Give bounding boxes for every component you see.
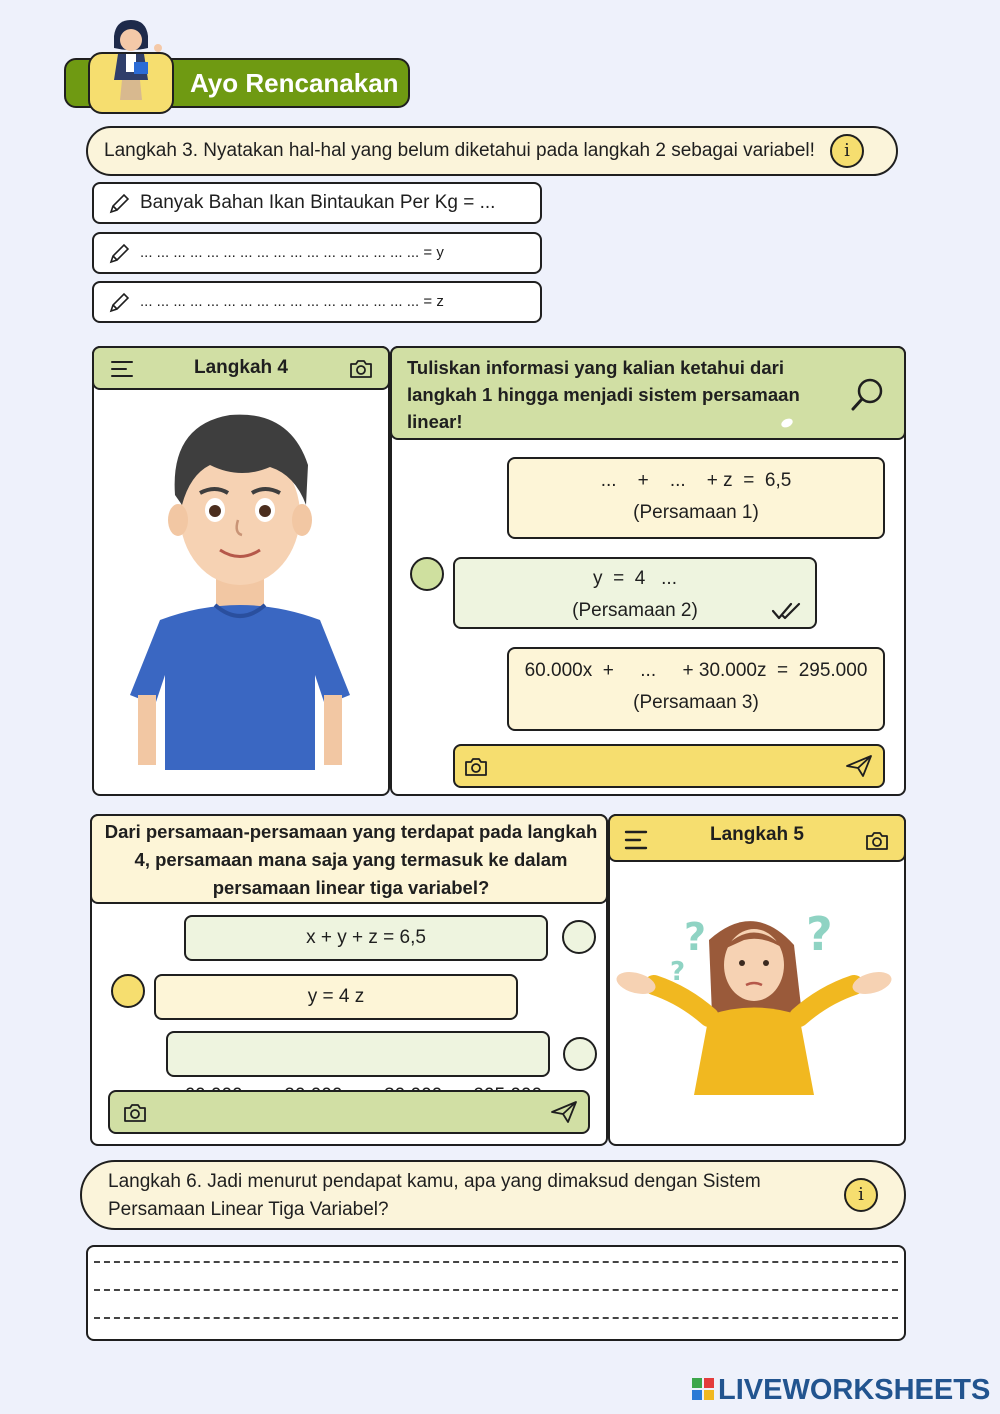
svg-text:?: ? [670, 957, 686, 987]
step5-question-box [90, 814, 608, 904]
option-1-radio[interactable] [562, 920, 596, 954]
camera-icon[interactable] [463, 756, 489, 778]
option-1-bubble[interactable] [184, 915, 548, 961]
variable-field-x[interactable] [92, 182, 542, 224]
equation-3-label: (Persamaan 3) [633, 692, 759, 713]
step4-prompt-box [390, 346, 906, 440]
equation-1-label: (Persamaan 1) [633, 502, 759, 523]
pencil-icon [108, 292, 130, 314]
variable-field-z-text: ... ... ... ... ... ... ... ... ... ... ... ... ... ... ... ... ... = z [140, 293, 444, 310]
step4-header [92, 346, 390, 390]
equation-1-bubble[interactable] [507, 457, 885, 539]
equation-1-line: ... + ... + z = 6,5 [600, 470, 792, 491]
step5-question: Dari persamaan-persamaan yang terdapat pada langkah 4, persamaan mana saja yang termasuk ke dalam persamaan linear tiga variabel? [104, 821, 598, 898]
equation-2-radio[interactable] [410, 557, 444, 591]
double-check-icon [771, 601, 803, 621]
option-3-radio[interactable] [563, 1037, 597, 1071]
equation-3-line: 60.000x + ... + 30.000z = 295.000 [524, 660, 868, 681]
option-2-text: y = 4 z [307, 986, 365, 1007]
option-1-text: x + y + z = 6,5 [306, 927, 426, 948]
step3-banner [86, 126, 898, 176]
variable-field-x-text: Banyak Bahan Ikan Bintaukan Per Kg = ... [140, 192, 496, 213]
equation-2-line: y = 4 ... [593, 568, 677, 589]
svg-text:?: ? [806, 907, 833, 961]
search-icon[interactable] [850, 376, 886, 412]
answer-line-3 [94, 1317, 898, 1319]
boy-illustration [120, 405, 360, 785]
step4-title: Langkah 4 [194, 357, 288, 378]
equation-2-label: (Persamaan 2) [572, 600, 698, 621]
step3-text: Langkah 3. Nyatakan hal-hal yang belum diketahui pada langkah 2 sebagai variabel! [104, 140, 815, 161]
info-icon[interactable]: i [830, 134, 864, 168]
step5-title: Langkah 5 [710, 824, 804, 845]
camera-icon[interactable] [864, 830, 890, 852]
brand-name: LIVEWORKSHEETS [718, 1374, 991, 1406]
answer-box[interactable] [86, 1245, 906, 1341]
teacher-box [88, 52, 174, 114]
option-2-bubble[interactable] [154, 974, 518, 1020]
liveworksheets-logo-icon [692, 1378, 716, 1402]
step6-banner [80, 1160, 906, 1230]
pencil-icon [108, 193, 130, 215]
answer-line-2 [94, 1289, 898, 1291]
variable-field-y[interactable] [92, 232, 542, 274]
confused-girl-illustration [614, 905, 894, 1105]
step4-prompt: Tuliskan informasi yang kalian ketahui dari langkah 1 hingga menjadi sistem persamaan linear! [407, 357, 800, 432]
camera-icon[interactable] [348, 358, 374, 380]
variable-field-z[interactable] [92, 281, 542, 323]
equation-3-bubble[interactable] [507, 647, 885, 731]
page-title: Ayo Rencanakan [190, 68, 399, 98]
step5-message-input[interactable] [108, 1090, 590, 1134]
svg-text:?: ? [684, 915, 707, 959]
step6-text: Langkah 6. Jadi menurut pendapat kamu, apa yang dimaksud dengan Sistem Persamaan Linear Tiga Variabel? [108, 1171, 761, 1220]
answer-line-1 [94, 1261, 898, 1263]
send-icon[interactable] [550, 1100, 578, 1124]
info-icon[interactable]: i [844, 1178, 878, 1212]
step5-header [608, 814, 906, 862]
send-icon[interactable] [845, 754, 873, 778]
equation-2-bubble[interactable] [453, 557, 817, 629]
pencil-icon [108, 243, 130, 265]
option-3-bubble[interactable] [166, 1031, 550, 1077]
variable-field-y-text: ... ... ... ... ... ... ... ... ... ... ... ... ... ... ... ... ... = y [140, 244, 444, 261]
option-2-radio[interactable] [111, 974, 145, 1008]
step4-message-input[interactable] [453, 744, 885, 788]
cursor-icon [780, 416, 794, 430]
teacher-icon [88, 18, 174, 98]
camera-icon[interactable] [122, 1102, 148, 1124]
